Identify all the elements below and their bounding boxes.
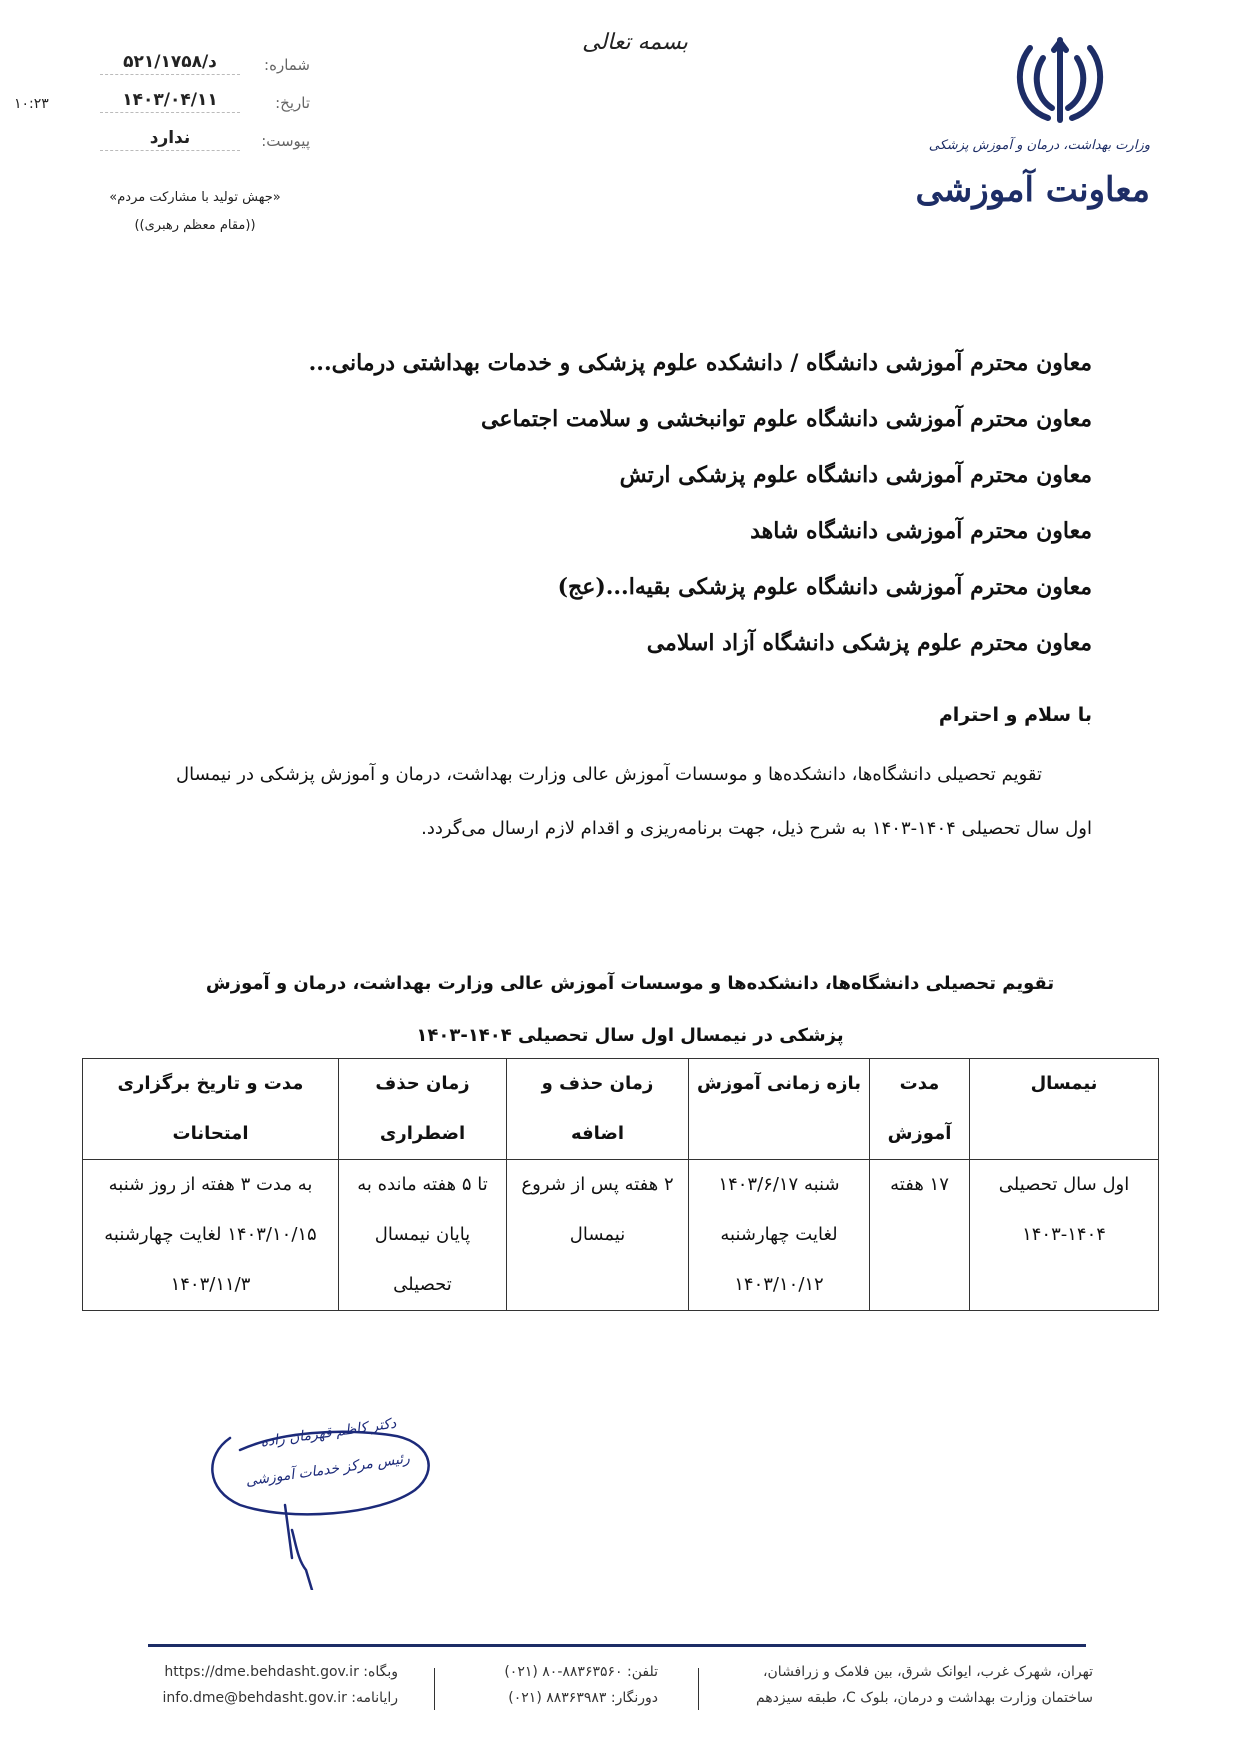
recipient-line: معاون محترم آموزشی دانشگاه شاهد xyxy=(750,518,1092,544)
academic-calendar-table xyxy=(82,1058,1159,1311)
attachment-row xyxy=(110,128,310,166)
number-row xyxy=(110,52,310,90)
phone-value: ۸۸۳۶۳۵۶۰-۸۰ (۰۲۱) xyxy=(504,1664,623,1680)
table-header-cell: نیمسال xyxy=(970,1059,1159,1160)
table-header-row xyxy=(83,1059,1159,1160)
table-header-cell: مدت آموزش xyxy=(870,1059,970,1160)
email-label: رایانامه: xyxy=(351,1690,398,1706)
table-header-cell: بازه زمانی آموزش xyxy=(689,1059,870,1160)
number-label: شماره: xyxy=(264,56,310,74)
signer-title: رئیس مرکز خدمات آموزشی xyxy=(244,1450,411,1490)
table-cell: ۲ هفته پس از شروع نیمسال xyxy=(507,1160,689,1311)
table-title xyxy=(200,958,1060,1062)
recipient-line: معاون محترم علوم پزشکی دانشگاه آزاد اسلامی xyxy=(646,630,1092,656)
date-value: ۱۴۰۳/۰۴/۱۱ xyxy=(100,90,240,113)
footer-phone xyxy=(474,1664,658,1680)
footer-address-line: ساختمان وزارت بهداشت و درمان، بلوک C، طبقه سیزدهم xyxy=(755,1690,1093,1706)
date-row xyxy=(110,90,310,128)
recipient-line: معاون محترم آموزشی دانشگاه / دانشکده علوم پزشکی و خدمات بهداشتی درمانی... xyxy=(308,350,1092,376)
website-label: وبگاه: xyxy=(363,1664,398,1680)
recipient-list xyxy=(200,335,1092,671)
greeting: با سلام و احترام xyxy=(938,704,1092,726)
website-link[interactable]: https://dme.behdasht.gov.ir xyxy=(164,1664,359,1680)
footer-address-line: تهران، شهرک غرب، ایوانک شرق، بین فلامک و زرافشان، xyxy=(763,1664,1093,1680)
slogan-source: ((مقام معظم رهبری)) xyxy=(134,218,256,233)
table-title-line: پزشکی در نیمسال اول سال تحصیلی ۱۴۰۴-۱۴۰۳ xyxy=(416,1025,844,1046)
letter-meta xyxy=(110,52,310,166)
recipient-line: معاون محترم آموزشی دانشگاه علوم پزشکی بقیه‌ا...(عج) xyxy=(557,574,1092,600)
table-cell: ۱۷ هفته xyxy=(870,1160,970,1311)
deputy-name: معاونت آموزشی xyxy=(915,170,1150,210)
time-stamp: ۱۰:۲۳ xyxy=(14,96,49,112)
ministry-name: وزارت بهداشت، درمان و آموزش پزشکی xyxy=(928,138,1150,153)
table-header-cell: زمان حذف اضطراری xyxy=(339,1059,507,1160)
footer-separator xyxy=(434,1668,435,1710)
fax-value: ۸۸۳۶۳۹۸۳ (۰۲۱) xyxy=(508,1690,607,1706)
signature xyxy=(200,1410,460,1590)
recipient-line: معاون محترم آموزشی دانشگاه علوم پزشکی ارتش xyxy=(619,462,1092,488)
iran-emblem-icon xyxy=(1010,30,1110,130)
table-header-cell: مدت و تاریخ برگزاری امتحانات xyxy=(83,1059,339,1160)
table-cell: به مدت ۳ هفته از روز شنبه ۱۴۰۳/۱۰/۱۵ لغایت چهارشنبه ۱۴۰۳/۱۱/۳ xyxy=(83,1160,339,1311)
footer-separator xyxy=(698,1668,699,1710)
table-cell: تا ۵ هفته مانده به پایان نیمسال تحصیلی xyxy=(339,1160,507,1311)
footer-fax xyxy=(474,1690,658,1706)
ministry-logo xyxy=(915,30,1160,230)
phone-label: تلفن: xyxy=(627,1664,658,1680)
number-value: د/۵۲۱/۱۷۵۸ xyxy=(100,52,240,75)
bismillah-heading: بسمه تعالی xyxy=(582,30,688,55)
fax-label: دورنگار: xyxy=(610,1690,658,1706)
attachment-value: ندارد xyxy=(100,128,240,151)
footer-divider xyxy=(148,1644,1086,1647)
table-row xyxy=(83,1160,1159,1311)
date-label: تاریخ: xyxy=(275,94,310,112)
recipient-line: معاون محترم آموزشی دانشگاه علوم توانبخشی و سلامت اجتماعی xyxy=(481,406,1092,432)
footer-website xyxy=(148,1664,398,1680)
signer-name: دکتر کاظم قهرمان زاده xyxy=(259,1415,398,1451)
table-header-cell: زمان حذف و اضافه xyxy=(507,1059,689,1160)
footer-email xyxy=(148,1690,398,1706)
table-cell: شنبه ۱۴۰۳/۶/۱۷ لغایت چهارشنبه ۱۴۰۳/۱۰/۱۲ xyxy=(689,1160,870,1311)
attachment-label: پیوست: xyxy=(261,132,310,150)
table-title-line: تقویم تحصیلی دانشگاه‌ها، دانشکده‌ها و موسسات آموزش عالی وزارت بهداشت، درمان و آموزش xyxy=(205,973,1055,994)
slogan-line: «جهش تولید با مشارکت مردم» xyxy=(109,190,281,205)
table-cell: اول سال تحصیلی ۱۴۰۴-۱۴۰۳ xyxy=(970,1160,1159,1311)
slogan xyxy=(100,184,290,240)
letter-body: تقویم تحصیلی دانشگاه‌ها، دانشکده‌ها و موسسات آموزش عالی وزارت بهداشت، درمان و آموزش پزشکی در نیمسال اول سال تحصیلی ۱۴۰۴-۱۴۰۳ به شرح ذیل، جهت برنامه‌ریزی و اقدام لازم ارسال می‌گردد. xyxy=(176,764,1092,839)
email-link[interactable]: info.dme@behdasht.gov.ir xyxy=(162,1690,347,1706)
